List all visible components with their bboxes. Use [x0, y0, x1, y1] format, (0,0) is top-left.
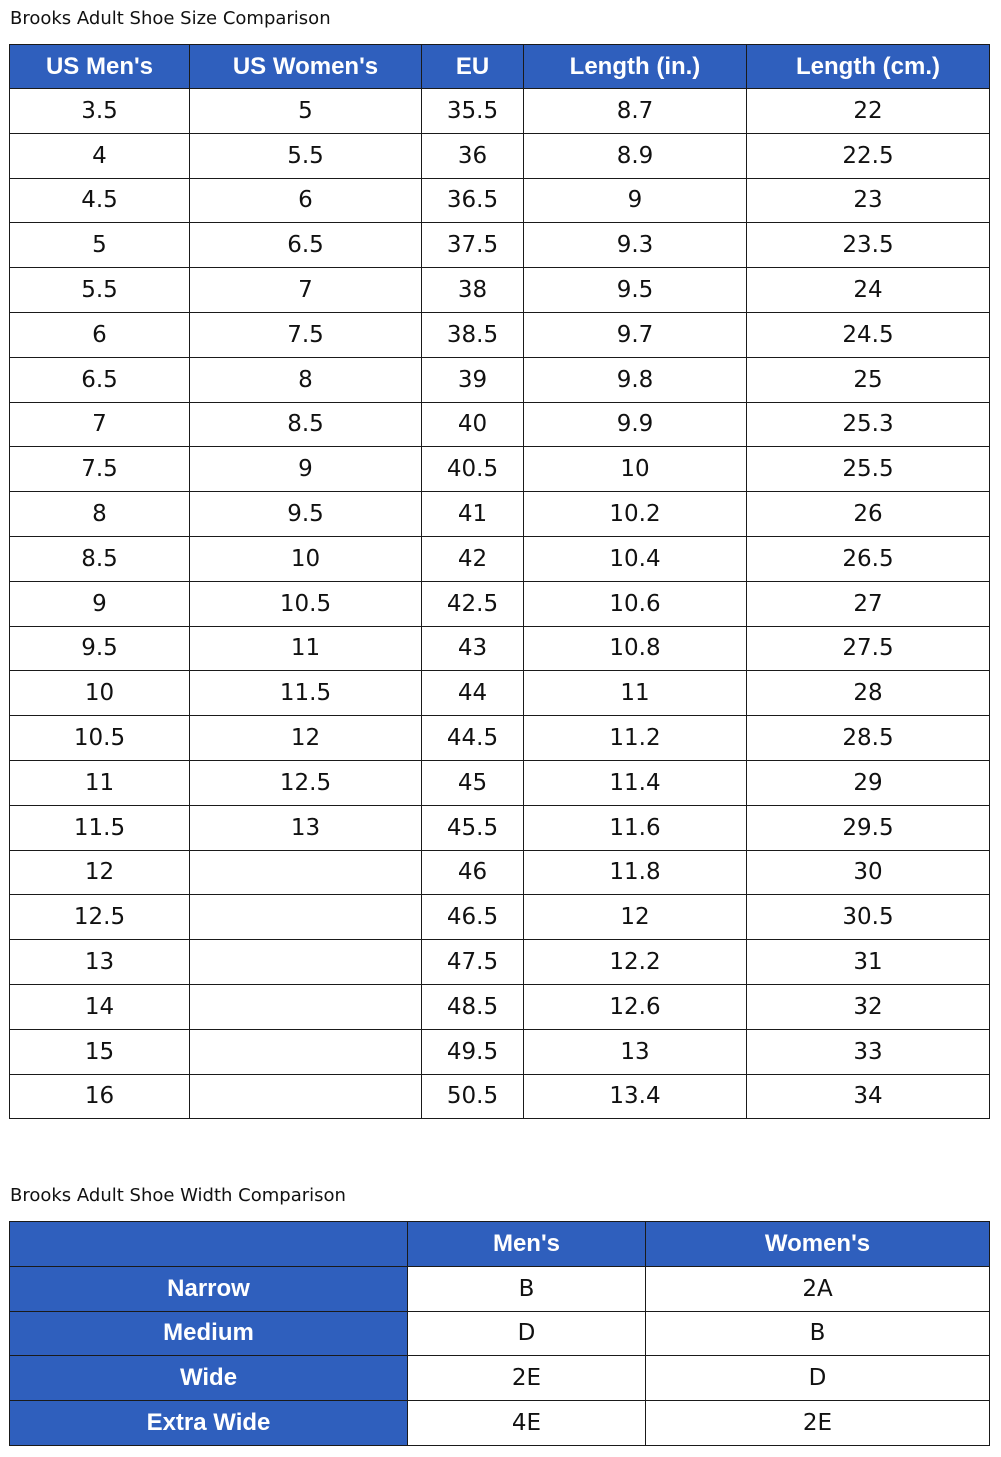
cell-eu: 39	[422, 357, 524, 402]
cell-length-in: 8.9	[524, 133, 747, 178]
cell-womens: 2E	[646, 1401, 990, 1446]
cell-length-in: 11.8	[524, 850, 747, 895]
cell-us-mens: 7	[10, 402, 190, 447]
cell-eu: 49.5	[422, 1029, 524, 1074]
table-row	[10, 671, 990, 716]
table-row	[10, 1029, 990, 1074]
table-row	[10, 581, 990, 626]
cell-eu: 40	[422, 402, 524, 447]
cell-us-womens: 12	[190, 716, 422, 761]
cell-us-mens: 6	[10, 312, 190, 357]
cell-length-cm: 24	[747, 268, 990, 313]
cell-us-womens: 9.5	[190, 492, 422, 537]
cell-length-in: 13	[524, 1029, 747, 1074]
cell-us-womens: 9	[190, 447, 422, 492]
table-row	[10, 895, 990, 940]
cell-length-in: 9.9	[524, 402, 747, 447]
cell-length-in: 9.3	[524, 223, 747, 268]
cell-us-mens: 9.5	[10, 626, 190, 671]
cell-eu: 45.5	[422, 805, 524, 850]
size-table-body	[10, 89, 990, 1119]
cell-length-cm: 27.5	[747, 626, 990, 671]
cell-eu: 50.5	[422, 1074, 524, 1119]
cell-length-cm: 28	[747, 671, 990, 716]
cell-eu: 36.5	[422, 178, 524, 223]
cell-length-cm: 33	[747, 1029, 990, 1074]
cell-eu: 38	[422, 268, 524, 313]
cell-length-in: 10	[524, 447, 747, 492]
cell-length-in: 11.6	[524, 805, 747, 850]
cell-length-cm: 24.5	[747, 312, 990, 357]
cell-womens: B	[646, 1311, 990, 1356]
cell-length-cm: 22	[747, 89, 990, 134]
cell-length-in: 9.7	[524, 312, 747, 357]
cell-eu: 46.5	[422, 895, 524, 940]
cell-length-in: 9.5	[524, 268, 747, 313]
cell-eu: 35.5	[422, 89, 524, 134]
cell-length-cm: 31	[747, 940, 990, 985]
cell-us-mens: 4	[10, 133, 190, 178]
cell-mens: 4E	[408, 1401, 646, 1446]
table-row	[10, 760, 990, 805]
cell-length-cm: 23.5	[747, 223, 990, 268]
cell-length-in: 10.8	[524, 626, 747, 671]
cell-eu: 38.5	[422, 312, 524, 357]
column-header-length-cm: Length (cm.)	[747, 45, 990, 89]
cell-length-cm: 30.5	[747, 895, 990, 940]
column-header-womens: Women's	[646, 1222, 990, 1267]
cell-us-mens: 5	[10, 223, 190, 268]
cell-eu: 40.5	[422, 447, 524, 492]
cell-length-in: 9	[524, 178, 747, 223]
width-table-caption: Brooks Adult Shoe Width Comparison	[10, 1185, 346, 1206]
cell-length-cm: 30	[747, 850, 990, 895]
table-row	[10, 1266, 990, 1311]
cell-eu: 42	[422, 536, 524, 581]
cell-us-mens: 16	[10, 1074, 190, 1119]
column-header-eu: EU	[422, 45, 524, 89]
cell-length-cm: 29.5	[747, 805, 990, 850]
table-row	[10, 850, 990, 895]
cell-us-womens	[190, 984, 422, 1029]
cell-eu: 36	[422, 133, 524, 178]
table-row	[10, 223, 990, 268]
table-row	[10, 1311, 990, 1356]
cell-eu: 47.5	[422, 940, 524, 985]
table-row	[10, 178, 990, 223]
cell-us-womens: 7	[190, 268, 422, 313]
cell-length-cm: 26.5	[747, 536, 990, 581]
cell-us-mens: 12	[10, 850, 190, 895]
cell-length-cm: 26	[747, 492, 990, 537]
cell-us-womens: 6	[190, 178, 422, 223]
column-header-length-in: Length (in.)	[524, 45, 747, 89]
cell-width-label: Narrow	[10, 1266, 408, 1311]
cell-eu: 43	[422, 626, 524, 671]
width-table-body	[10, 1266, 990, 1445]
cell-us-mens: 10.5	[10, 716, 190, 761]
table-row	[10, 984, 990, 1029]
cell-mens: D	[408, 1311, 646, 1356]
cell-length-in: 10.2	[524, 492, 747, 537]
cell-length-in: 12	[524, 895, 747, 940]
cell-womens: D	[646, 1356, 990, 1401]
cell-length-in: 11.4	[524, 760, 747, 805]
size-table-caption: Brooks Adult Shoe Size Comparison	[10, 8, 331, 29]
cell-eu: 44	[422, 671, 524, 716]
cell-us-womens	[190, 1029, 422, 1074]
cell-us-womens	[190, 895, 422, 940]
cell-us-womens	[190, 1074, 422, 1119]
table-row	[10, 447, 990, 492]
cell-length-cm: 22.5	[747, 133, 990, 178]
cell-length-in: 8.7	[524, 89, 747, 134]
cell-width-label: Wide	[10, 1356, 408, 1401]
cell-us-mens: 7.5	[10, 447, 190, 492]
cell-length-in: 11.2	[524, 716, 747, 761]
size-comparison-table	[9, 44, 990, 1119]
cell-length-cm: 25	[747, 357, 990, 402]
cell-length-cm: 32	[747, 984, 990, 1029]
column-header-mens: Men's	[408, 1222, 646, 1267]
width-table-header-row	[10, 1222, 990, 1267]
cell-us-womens	[190, 940, 422, 985]
cell-eu: 42.5	[422, 581, 524, 626]
cell-us-womens: 10.5	[190, 581, 422, 626]
cell-length-in: 12.6	[524, 984, 747, 1029]
cell-us-mens: 4.5	[10, 178, 190, 223]
cell-us-mens: 5.5	[10, 268, 190, 313]
cell-length-in: 13.4	[524, 1074, 747, 1119]
cell-us-mens: 10	[10, 671, 190, 716]
cell-us-mens: 6.5	[10, 357, 190, 402]
cell-us-mens: 13	[10, 940, 190, 985]
cell-eu: 46	[422, 850, 524, 895]
table-row	[10, 1074, 990, 1119]
table-row	[10, 1401, 990, 1446]
cell-us-womens: 6.5	[190, 223, 422, 268]
table-row	[10, 133, 990, 178]
cell-us-mens: 12.5	[10, 895, 190, 940]
table-row	[10, 805, 990, 850]
cell-us-mens: 14	[10, 984, 190, 1029]
cell-womens: 2A	[646, 1266, 990, 1311]
cell-us-womens: 11.5	[190, 671, 422, 716]
cell-length-in: 12.2	[524, 940, 747, 985]
table-row	[10, 940, 990, 985]
table-row	[10, 357, 990, 402]
cell-us-mens: 11.5	[10, 805, 190, 850]
table-row	[10, 402, 990, 447]
table-row	[10, 312, 990, 357]
cell-eu: 41	[422, 492, 524, 537]
cell-us-womens: 12.5	[190, 760, 422, 805]
cell-eu: 37.5	[422, 223, 524, 268]
size-table-header-row	[10, 45, 990, 89]
cell-us-womens: 5.5	[190, 133, 422, 178]
cell-length-cm: 34	[747, 1074, 990, 1119]
cell-us-mens: 8.5	[10, 536, 190, 581]
cell-us-womens: 10	[190, 536, 422, 581]
width-comparison-table	[9, 1221, 990, 1446]
cell-length-in: 10.6	[524, 581, 747, 626]
cell-us-mens: 15	[10, 1029, 190, 1074]
table-row	[10, 1356, 990, 1401]
table-row	[10, 716, 990, 761]
table-row	[10, 626, 990, 671]
cell-width-label: Medium	[10, 1311, 408, 1356]
cell-us-womens: 8.5	[190, 402, 422, 447]
cell-eu: 45	[422, 760, 524, 805]
cell-length-in: 9.8	[524, 357, 747, 402]
cell-us-mens: 3.5	[10, 89, 190, 134]
cell-length-cm: 28.5	[747, 716, 990, 761]
column-header-us-mens: US Men's	[10, 45, 190, 89]
cell-length-in: 10.4	[524, 536, 747, 581]
cell-length-cm: 27	[747, 581, 990, 626]
cell-us-womens: 7.5	[190, 312, 422, 357]
table-row	[10, 492, 990, 537]
cell-length-cm: 25.3	[747, 402, 990, 447]
cell-mens: 2E	[408, 1356, 646, 1401]
cell-mens: B	[408, 1266, 646, 1311]
cell-length-cm: 25.5	[747, 447, 990, 492]
cell-length-cm: 23	[747, 178, 990, 223]
table-row	[10, 268, 990, 313]
cell-eu: 48.5	[422, 984, 524, 1029]
cell-us-mens: 11	[10, 760, 190, 805]
table-row	[10, 89, 990, 134]
cell-us-womens: 13	[190, 805, 422, 850]
cell-width-label: Extra Wide	[10, 1401, 408, 1446]
column-header-width-label	[10, 1222, 408, 1267]
cell-us-womens: 8	[190, 357, 422, 402]
cell-length-in: 11	[524, 671, 747, 716]
cell-us-mens: 8	[10, 492, 190, 537]
table-row	[10, 536, 990, 581]
cell-length-cm: 29	[747, 760, 990, 805]
cell-us-womens: 5	[190, 89, 422, 134]
cell-us-womens: 11	[190, 626, 422, 671]
cell-us-womens	[190, 850, 422, 895]
cell-us-mens: 9	[10, 581, 190, 626]
cell-eu: 44.5	[422, 716, 524, 761]
column-header-us-womens: US Women's	[190, 45, 422, 89]
